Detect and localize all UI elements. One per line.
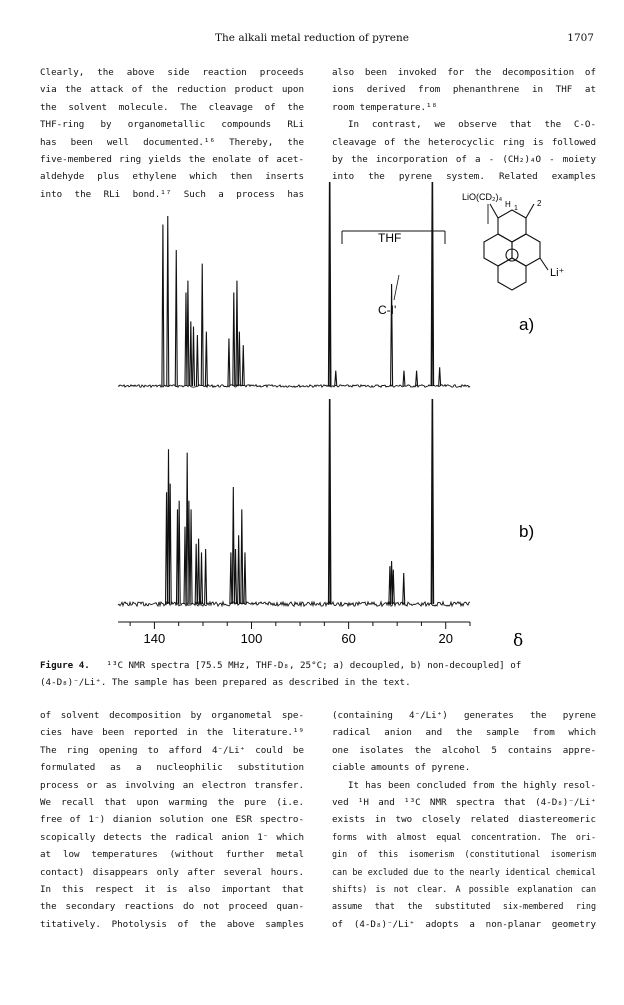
- text-line: one isolates the alcohol 5 contains appre-: [332, 744, 596, 756]
- text-line: into the pyrene system. Related examples: [332, 171, 596, 183]
- text-line: ions derived from phenanthrene in THF at: [332, 84, 596, 96]
- ci-label: C-I': [378, 303, 397, 317]
- spectrum-peak: [439, 367, 441, 386]
- text-line: formulated as a nucleophilic substitution: [40, 762, 304, 774]
- text-line: In this respect it is also important that: [40, 884, 304, 896]
- x-tick-label: 60: [341, 631, 356, 646]
- spectrum-peak: [329, 399, 331, 604]
- text-line: via the attack of the reduction product upon: [40, 84, 304, 96]
- text-line: gin of this isomerism (constitutional isomerism: [332, 849, 596, 860]
- text-line: exists in two closely related diastereomeric: [332, 814, 596, 826]
- text-line: scopically detects the radical anion 1⁻ which: [40, 831, 304, 843]
- position-2-label: 2: [537, 199, 542, 208]
- text-line: The ring opening to afford 4⁻/Li⁺ could be: [40, 744, 304, 756]
- spectrum-peak: [238, 332, 240, 386]
- spectrum-peak: [198, 539, 200, 604]
- spectrum-peak: [431, 399, 433, 604]
- spectrum-peak: [201, 264, 203, 386]
- text-line: assume that the substituted six-membered ring: [332, 901, 596, 912]
- spectrum-peak: [192, 327, 194, 387]
- text-line: titatively. Photolysis of the above samples: [40, 918, 304, 930]
- text-line: THF-ring by organometallic compounds RLi: [40, 119, 304, 131]
- spectrum-peak: [241, 509, 243, 604]
- text-line: can be excluded due to the nearly identical chemical: [332, 866, 596, 877]
- spectrum-peak: [416, 371, 418, 386]
- text-line: (containing 4⁻/Li⁺) generates the pyrene: [332, 710, 596, 721]
- spectrum-peak: [162, 225, 164, 387]
- bottom-right-column: [332, 707, 596, 933]
- spectrum-peak: [196, 335, 198, 386]
- ci-pointer: [394, 275, 399, 300]
- spectrum-peak: [234, 549, 236, 604]
- text-line: radical anion and the sample from which: [332, 727, 596, 739]
- text-line: the secondary reactions do not proceed quan-: [40, 901, 304, 913]
- text-line: In contrast, we observe that the C-O-: [348, 119, 596, 131]
- figure-caption: [40, 657, 596, 691]
- spectrum-a: [118, 182, 470, 387]
- text-line: at low temperatures (without further metal: [40, 849, 304, 861]
- delta-axis-label: δ: [513, 631, 524, 651]
- text-line: into the RLi bond.¹⁷ Such a process has: [40, 188, 304, 200]
- spectrum-peak: [242, 345, 244, 386]
- spectrum-peak: [195, 544, 197, 604]
- spectrum-peak: [236, 281, 238, 386]
- position-1-label: 1: [514, 205, 518, 212]
- caption-line-2: (4-D₈)⁻/Li⁺. The sample has been prepared as described in the text.: [40, 677, 411, 688]
- spectrum-peak: [184, 527, 186, 604]
- spectrum-peak: [244, 552, 246, 604]
- text-line: It has been concluded from the highly resol-: [348, 779, 596, 791]
- pyrene-structure: [484, 204, 548, 290]
- text-line: free of 1⁻) dianion solution one ESR spectro-: [40, 814, 304, 826]
- text-line: of (4-D₈)⁻/Li⁺ adopts a non-planar geometry: [332, 918, 596, 930]
- spectrum-peak: [431, 182, 433, 386]
- structure-label: LiO(CD₂)₄: [462, 192, 503, 202]
- spectrum-peak: [329, 182, 331, 386]
- spectrum-peak: [230, 552, 232, 604]
- x-axis: [118, 622, 470, 646]
- bottom-left-column: [40, 707, 304, 933]
- thf-label: THF: [378, 231, 402, 245]
- panel-b-label: b): [519, 522, 535, 541]
- text-line: ved ¹H and ¹³C NMR spectra that (4-D₈)⁻/Li⁺: [332, 797, 596, 809]
- text-line: shifts) is not clear. A possible explanation can: [332, 884, 596, 895]
- spectrum-peak: [169, 484, 171, 604]
- text-line: of solvent decomposition by organometal spe-: [40, 710, 304, 721]
- text-line: process or as involving an electron transfer.: [40, 779, 304, 791]
- caption-label: Figure 4.: [40, 660, 90, 671]
- text-line: has been well documented.¹⁶ Thereby, the: [40, 136, 304, 148]
- li-label: Li⁺: [550, 267, 565, 279]
- spectrum-peak: [205, 549, 207, 604]
- spectrum-peak: [190, 509, 192, 604]
- spectrum-peak: [403, 371, 405, 386]
- x-tick-label: 140: [143, 631, 166, 646]
- text-line: Clearly, the above side reaction proceeds: [40, 67, 304, 78]
- spectrum-peak: [392, 570, 394, 604]
- spectrum-peak: [335, 371, 337, 386]
- text-line: cies have been reported in the literature.¹⁹: [40, 727, 304, 739]
- text-line: also been invoked for the decomposition of: [332, 67, 596, 78]
- text-line: room temperature.¹⁸: [332, 101, 438, 113]
- spectrum-peak: [205, 332, 207, 386]
- spectrum-b: [118, 399, 470, 606]
- text-line: the solvent molecule. The cleavage of the: [40, 101, 304, 113]
- running-title: The alkali metal reduction of pyrene: [215, 32, 409, 44]
- text-line: by the incorporation of a - (CH₂)₄O - moiety: [332, 154, 596, 166]
- text-line: five-membered ring yields the enolate of acet-: [40, 154, 304, 166]
- spectrum-peak: [190, 321, 192, 386]
- x-tick-label: 100: [240, 631, 263, 646]
- spectrum-peak: [187, 281, 189, 386]
- spectrum-peak: [391, 284, 393, 386]
- page-number: 1707: [567, 32, 594, 44]
- text-line: ciable amounts of pyrene.: [332, 762, 471, 774]
- text-line: cleavage of the heterocyclic ring is followed: [332, 136, 596, 148]
- text-line: contact) disappears only after several hours.: [40, 866, 304, 878]
- text-line: We recall that upon warming the pure (i.e.: [40, 797, 304, 809]
- spectrum-peak: [233, 293, 235, 387]
- x-tick-label: 20: [438, 631, 453, 646]
- panel-a-label: a): [519, 315, 535, 334]
- text-line: forms with almost equal concentration. The ori-: [332, 831, 596, 842]
- spectrum-peak: [228, 338, 230, 386]
- spectrum-peak: [175, 250, 177, 386]
- spectrum-peak: [167, 216, 169, 386]
- caption-line-1: ¹³C NMR spectra [75.5 MHz, THF-D₈, 25°C; a) decoupled, b) non-decoupled] of: [106, 660, 522, 671]
- thf-bracket: [342, 231, 445, 245]
- spectrum-peak: [201, 552, 203, 604]
- text-line: aldehyde plus ethylene which then inserts: [40, 171, 304, 183]
- h-label: H: [505, 200, 511, 209]
- spectrum-peak: [178, 501, 180, 604]
- spectrum-peak: [403, 573, 405, 604]
- spectrum-peak: [232, 487, 234, 604]
- spectrum-peak: [238, 535, 240, 604]
- spectrum-peak: [188, 501, 190, 604]
